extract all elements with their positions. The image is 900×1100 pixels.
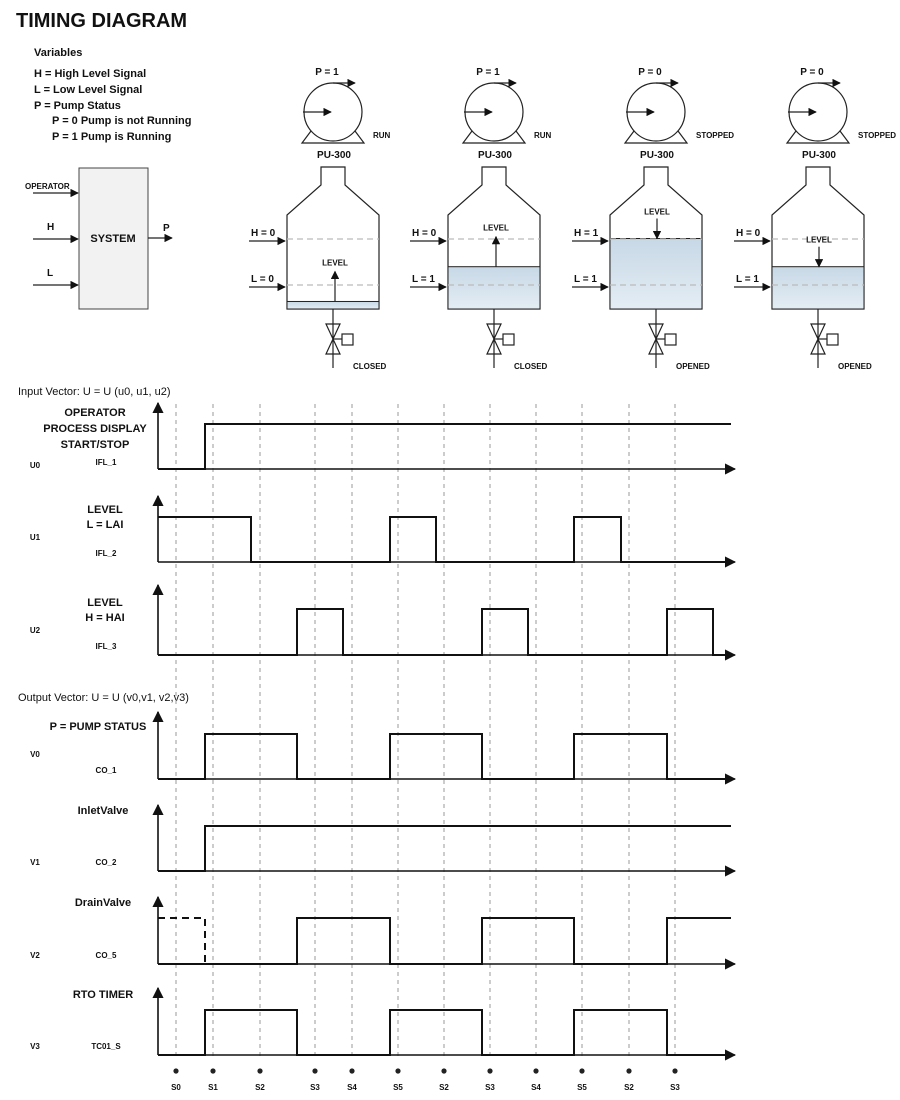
signal-title: DrainValve xyxy=(74,897,132,909)
state-marker xyxy=(257,1068,262,1073)
tank-vessel xyxy=(287,167,379,309)
signal-trace xyxy=(158,517,731,562)
state-label: S2 xyxy=(255,1083,265,1092)
tank-liquid-level xyxy=(287,301,379,309)
pump-run-state: RUN xyxy=(373,131,391,140)
signal-tag: CO_1 xyxy=(95,766,117,775)
high-sensor-label: H = 0 xyxy=(251,228,276,239)
state-marker xyxy=(312,1068,317,1073)
signal-title: OPERATOR xyxy=(64,407,126,419)
state-marker xyxy=(626,1068,631,1073)
signal-tag: IFL_3 xyxy=(95,642,117,651)
signal-title: PROCESS DISPLAY xyxy=(43,423,147,435)
tank-state xyxy=(410,67,552,371)
system-input-l: L xyxy=(47,268,54,279)
state-label: S3 xyxy=(310,1083,320,1092)
pump-run-state: RUN xyxy=(534,131,552,140)
state-marker xyxy=(533,1068,538,1073)
state-marker xyxy=(441,1068,446,1073)
high-sensor-label: H = 1 xyxy=(574,228,599,239)
tank-state xyxy=(572,67,734,371)
signal-id: V1 xyxy=(30,858,40,867)
signal-tag: CO_5 xyxy=(95,951,117,960)
high-sensor-label: H = 0 xyxy=(412,228,437,239)
level-label: LEVEL xyxy=(806,235,832,245)
pump-id-label: PU-300 xyxy=(317,150,351,161)
state-marker xyxy=(349,1068,354,1073)
state-marker xyxy=(672,1068,677,1073)
tank-liquid-level xyxy=(448,267,540,309)
pump-status-label: P = 1 xyxy=(476,67,500,78)
system-block xyxy=(25,168,172,309)
state-label: S5 xyxy=(577,1083,587,1092)
signal-title: P = PUMP STATUS xyxy=(49,721,147,733)
tank-state xyxy=(249,67,391,371)
time-gridlines xyxy=(176,404,675,1058)
signal-trace xyxy=(158,826,731,871)
state-label: S1 xyxy=(208,1083,218,1092)
tank-liquid-level xyxy=(610,239,702,310)
state-axis xyxy=(171,1068,680,1092)
signal-v0 xyxy=(30,712,735,779)
state-marker xyxy=(210,1068,215,1073)
tank-states xyxy=(249,67,896,371)
signal-u1 xyxy=(30,496,735,562)
signal-tag: CO_2 xyxy=(95,858,117,867)
signal-id: U0 xyxy=(29,461,41,470)
pump-id-label: PU-300 xyxy=(802,150,836,161)
state-label: S2 xyxy=(624,1083,634,1092)
signal-title: LEVEL xyxy=(87,504,123,516)
pump-run-state: STOPPED xyxy=(696,131,735,140)
valve-state: CLOSED xyxy=(353,362,387,371)
valve-state: OPENED xyxy=(676,362,710,371)
system-input-operator: OPERATOR xyxy=(25,182,70,191)
signal-title: InletValve xyxy=(77,805,129,817)
system-label: SYSTEM xyxy=(90,233,136,245)
signal-title: RTO TIMER xyxy=(72,989,134,1001)
state-marker xyxy=(579,1068,584,1073)
system-output-p: P xyxy=(163,223,170,234)
signal-id: V0 xyxy=(30,750,40,759)
low-sensor-label: L = 1 xyxy=(412,274,435,285)
signal-title: L = LAI xyxy=(86,519,124,531)
state-label: S5 xyxy=(393,1083,403,1092)
legend-line: H = High Level Signal xyxy=(34,68,147,80)
pump-run-state: STOPPED xyxy=(858,131,897,140)
high-sensor-label: H = 0 xyxy=(736,228,761,239)
state-label: S2 xyxy=(439,1083,449,1092)
legend-line: P = Pump Status xyxy=(34,100,121,112)
page-title: TIMING DIAGRAM xyxy=(16,10,188,32)
signal-tag: TC01_S xyxy=(91,1042,121,1051)
low-sensor-label: L = 0 xyxy=(251,274,274,285)
signal-id: V3 xyxy=(30,1042,40,1051)
pump-id-label: PU-300 xyxy=(478,150,512,161)
pump-status-label: P = 1 xyxy=(315,67,339,78)
signal-title: START/STOP xyxy=(60,439,130,451)
state-label: S0 xyxy=(171,1083,181,1092)
system-input-h: H xyxy=(47,222,55,233)
valve-state: OPENED xyxy=(838,362,872,371)
input-vector-label: Input Vector: U = U (u0, u1, u2) xyxy=(18,386,171,398)
low-sensor-label: L = 1 xyxy=(574,274,597,285)
signal-title: LEVEL xyxy=(87,597,123,609)
legend-line: L = Low Level Signal xyxy=(34,84,143,96)
signal-tag: IFL_1 xyxy=(95,458,117,467)
pump-status-label: P = 0 xyxy=(800,67,824,78)
signal-v2 xyxy=(30,897,735,964)
signal-trace xyxy=(158,1010,731,1055)
level-label: LEVEL xyxy=(322,258,348,268)
level-label: LEVEL xyxy=(483,223,509,233)
valve-actuator xyxy=(503,334,514,345)
signal-id: V2 xyxy=(30,951,40,960)
legend-line: P = 1 Pump is Running xyxy=(52,131,172,143)
legend-line: P = 0 Pump is not Running xyxy=(52,115,192,127)
valve-actuator xyxy=(827,334,838,345)
state-label: S3 xyxy=(485,1083,495,1092)
valve-actuator xyxy=(342,334,353,345)
signal-id: U1 xyxy=(29,533,41,542)
signal-id: U2 xyxy=(29,626,41,635)
state-label: S3 xyxy=(670,1083,680,1092)
signal-tag: IFL_2 xyxy=(95,549,117,558)
state-marker xyxy=(173,1068,178,1073)
pump-id-label: PU-300 xyxy=(640,150,674,161)
state-label: S4 xyxy=(347,1083,357,1092)
signal-undefined-dashed xyxy=(158,918,205,964)
pump-status-label: P = 0 xyxy=(638,67,662,78)
output-vector-label: Output Vector: U = U (v0,v1, v2,v3) xyxy=(18,692,189,704)
signal-title: H = HAI xyxy=(85,612,125,624)
low-sensor-label: L = 1 xyxy=(736,274,759,285)
state-marker xyxy=(395,1068,400,1073)
level-label: LEVEL xyxy=(644,207,670,217)
state-marker xyxy=(487,1068,492,1073)
tank-liquid-level xyxy=(772,267,864,309)
legend-heading: Variables xyxy=(34,47,83,59)
tank-state xyxy=(734,67,896,371)
state-label: S4 xyxy=(531,1083,541,1092)
variables-legend xyxy=(34,47,191,143)
valve-state: CLOSED xyxy=(514,362,548,371)
valve-actuator xyxy=(665,334,676,345)
